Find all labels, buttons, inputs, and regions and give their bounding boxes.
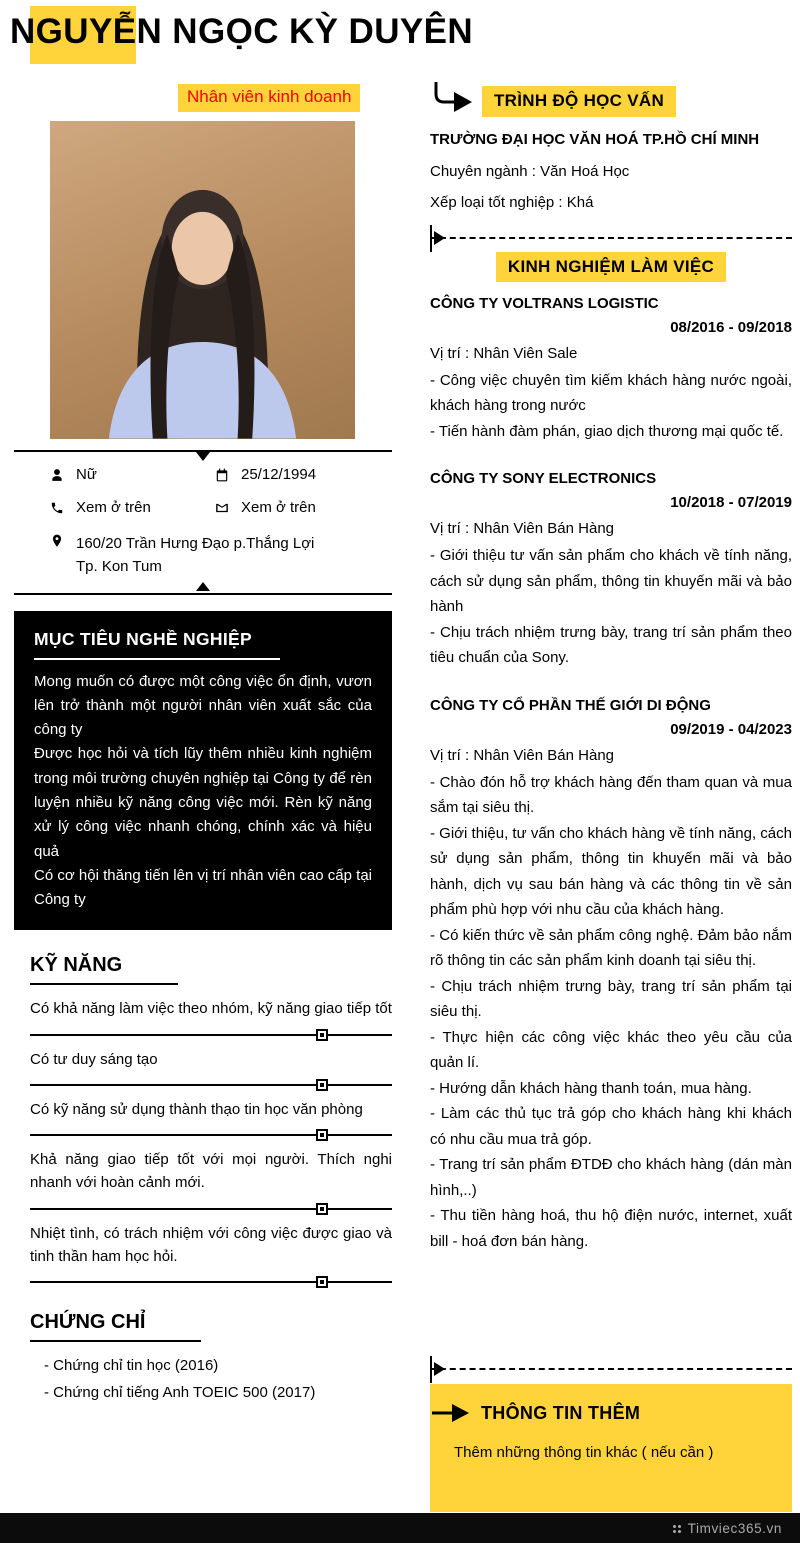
additional-title: THÔNG TIN THÊM [481,1402,641,1423]
job-company: CÔNG TY VOLTRANS LOGISTIC [430,294,659,312]
gender-value: Nữ [76,466,97,483]
skill-level-marker [316,1029,328,1041]
birthday-value: 25/12/1994 [241,466,317,483]
triangle-up-icon [196,582,210,591]
job-detail: - Công việc chuyên tìm kiếm khách hàng nước ngoài, khách hàng trong nước [430,371,792,414]
divider-bar-icon [430,225,432,252]
job-detail: - Tiến hành đàm phán, giao dịch thương mại quốc tế. [430,422,784,440]
certificates-section [14,1311,392,1406]
job-entry [430,470,792,671]
skill-item [30,1148,392,1210]
candidate-name: NGUYỄN NGỌC KỲ DUYÊN [10,12,474,51]
job-detail: - Thu tiền hàng hoá, thu hộ điện nước, internet, xuất bill - hoá đơn bán hàng. [430,1207,792,1250]
education-header [430,86,792,117]
job-position: Vị trí : Nhân Viên Sale [430,344,578,362]
skill-item [30,1048,392,1086]
phone-value: Xem ở trên [76,499,151,516]
skill-level-bar [30,1134,392,1136]
job-detail: - Thực hiện các công việc khác theo yêu cầu của quản lí. [430,1028,792,1071]
additional-arrow-icon [432,1402,472,1424]
address-row [50,532,392,579]
personal-info [14,452,392,581]
job-entry [430,295,792,445]
additional-header [432,1402,778,1424]
job-company: CÔNG TY CỔ PHẦN THẾ GIỚI DI ĐỘNG [430,696,711,714]
address-value: 160/20 Trần Hưng Đạo p.Thắng Lợi Tp. Kon Tum [76,535,315,576]
skill-text: Nhiệt tình, có trách nhiệm với công việc được giao và tinh thần ham học hỏi. [30,1224,392,1265]
job-detail: - Có kiến thức về sản phẩm công nghệ. Đảm bảo nắm rõ thông tin các sản phẩm kinh doanh tại siêu thị. [430,926,792,969]
additional-text: Thêm những thông tin khác ( nếu cần ) [454,1444,714,1461]
education-major: Chuyên ngành : Văn Hoá Học [430,163,630,180]
gender-icon [50,468,64,482]
skill-text: Có khả năng làm việc theo nhóm, kỹ năng giao tiếp tốt [30,1000,392,1018]
triangle-down-icon [196,452,210,461]
education-grade: Xếp loại tốt nghiệp : Khá [430,194,594,212]
skills-title: KỸ NĂNG [30,954,178,985]
additional-info-section [430,1384,792,1512]
section-dashed-divider [430,1368,792,1370]
skill-text: Có kỹ năng sử dụng thành thạo tin học văn phòng [30,1100,363,1118]
skills-section [14,954,392,1283]
skill-level-marker [316,1079,328,1091]
skill-level-marker [316,1129,328,1141]
job-detail: - Chịu trách nhiệm trưng bày, trang trí sản phẩm theo tiêu chuẩn của Sony. [430,623,792,666]
info-divider-top [14,450,392,452]
skill-text: Khả năng giao tiếp tốt với mọi người. Thích nghi nhanh với hoàn cảnh mới. [30,1151,392,1192]
email-row [215,499,392,516]
objective-paragraph: Có cơ hội thăng tiến lên vị trí nhân viên cao cấp tại Công ty [34,866,372,909]
skill-item [30,1098,392,1136]
birthday-row [215,466,392,483]
section-dashed-divider [430,237,792,239]
job-period: 10/2018 - 07/2019 [670,494,792,511]
job-detail: - Giới thiệu tư vấn sản phẩm cho khách về tính năng, cách sử dụng sản phẩm, thông tin khuyến mãi và bảo hành [430,547,792,615]
certificate-item: - Chứng chỉ tiếng Anh TOEIC 500 (2017) [44,1384,316,1402]
job-detail: - Chịu trách nhiệm trưng bày, trang trí sản phẩm tại siêu thị. [430,977,792,1020]
job-detail: - Chào đón hỗ trợ khách hàng đến tham quan và mua sắm tại siêu thị. [430,773,792,816]
job-detail: - Hướng dẫn khách hàng thanh toán, mua hàng. [430,1079,752,1097]
job-company: CÔNG TY SONY ELECTRONICS [430,470,657,487]
objective-paragraph: Mong muốn có được một công việc ổn định, vươn lên trở thành một người nhân viên xuất sắc của công ty [34,672,372,739]
education-school: TRƯỜNG ĐẠI HỌC VĂN HOÁ TP.HỒ CHÍ MINH [430,131,760,148]
job-period: 08/2016 - 09/2018 [670,318,792,336]
email-icon [215,501,229,515]
job-detail: - Trang trí sản phẩm ĐTDĐ cho khách hàng (dán màn hình,..) [430,1156,792,1199]
experience-section [430,257,792,1255]
job-detail: - Giới thiệu, tư vấn cho khách hàng về tính năng, cách sử dụng sản phẩm, thông tin khuyến mãi và bảo hành, dịch vụ sau bán hàng và các thông tin về sản phẩm phù hợp với nhu cầu của khách hàng. [430,824,792,918]
objective-title: MỤC TIÊU NGHỀ NGHIỆP [34,629,280,660]
profile-photo [50,121,355,439]
right-column [430,86,792,1280]
footer-bar [0,1513,800,1543]
job-period: 09/2019 - 04/2023 [670,720,792,738]
objective-paragraph: Được học hỏi và tích lũy thêm nhiều kinh nghiệm trong môi trường chuyên nghiệp tại Công ty để rèn luyện nhiều kỹ năng công việc mới. Rèn kỹ năng xử lý công việc nhanh chóng, chính xác và hiệu quả [34,745,372,860]
skill-text: Có tư duy sáng tạo [30,1050,158,1068]
skill-level-bar [30,1034,392,1036]
skill-level-bar [30,1208,392,1210]
education-section [430,86,792,215]
brand-text: Timviec365.vn [687,1520,782,1536]
address-icon [50,534,64,548]
experience-title: KINH NGHIỆM LÀM VIỆC [496,252,726,282]
skill-item [30,1222,392,1284]
job-title: Nhân viên kinh doanh [178,84,360,112]
phone-icon [50,501,64,515]
job-detail: - Làm các thủ tục trả góp cho khách hàng khi khách có nhu cầu mua trả góp. [430,1105,792,1148]
divider-marker-icon [434,1362,445,1376]
education-arrow-icon [430,82,474,114]
divider-marker-icon [434,231,445,245]
skill-level-marker [316,1276,328,1288]
dob-icon [215,468,229,482]
phone-row [50,499,215,516]
objective-section [14,611,392,931]
skill-item [30,997,392,1035]
certificate-item: - Chứng chỉ tin học (2016) [44,1357,219,1375]
job-position: Vị trí : Nhân Viên Bán Hàng [430,520,614,537]
person-silhouette-icon [50,146,355,439]
divider-bar-icon [430,1356,432,1383]
email-value: Xem ở trên [241,499,316,516]
gender-row [50,466,215,483]
brand-icon [673,1525,676,1528]
certificates-title: CHỨNG CHỈ [30,1311,201,1342]
education-title: TRÌNH ĐỘ HỌC VẤN [482,86,676,117]
experience-header [430,257,792,277]
skill-level-bar [30,1084,392,1086]
skill-level-marker [316,1203,328,1215]
job-entry [430,697,792,1255]
info-divider-bottom [14,593,392,595]
left-column [14,84,392,1406]
skill-level-bar [30,1281,392,1283]
job-position: Vị trí : Nhân Viên Bán Hàng [430,746,614,764]
